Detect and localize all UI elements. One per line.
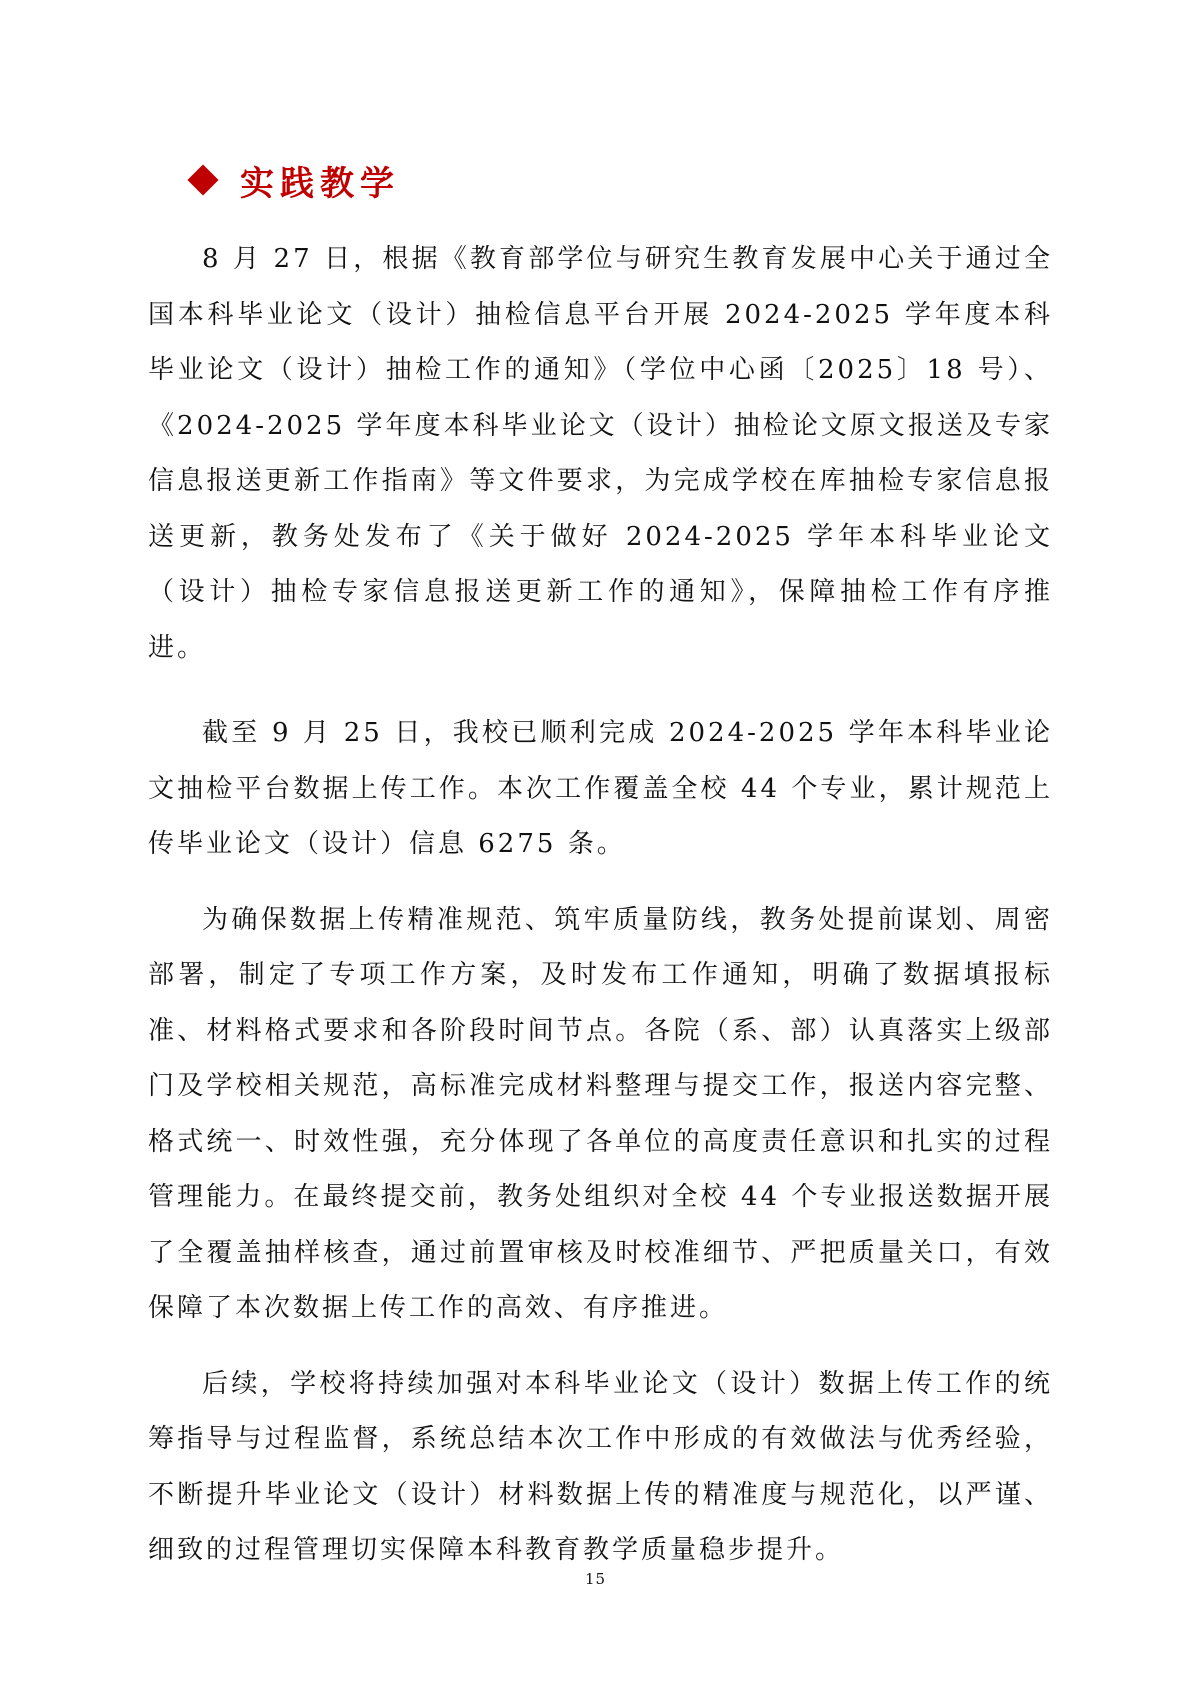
paragraph-follow-up: 后续，学校将持续加强对本科毕业论文（设计）数据上传工作的统筹指导与过程监督，系统总结本次工作中形成的有效做法与优秀经验，不断提升毕业论文（设计）材料数据上传的精准度与规范化，以严谨、细致的过程管理切实保障本科教育教学质量稳步提升。	[148, 1368, 1053, 1565]
section-title: 实践教学	[240, 163, 400, 204]
paragraph-quality-assurance: 为确保数据上传精准规范、筑牢质量防线，教务处提前谋划、周密部署，制定了专项工作方案，及时发布工作通知，明确了数据填报标准、材料格式要求和各阶段时间节点。各院（系、部）认真落实上级部门及学校相关规范，高标准完成材料整理与提交工作，报送内容完整、格式统一、时效性强，充分体现了各单位的高度责任意识和扎实的过程管理能力。在最终提交前，教务处组织对全校 44 个专业报送数据开展了全覆盖抽样核查，通过前置审核及时校准细节、严把质量关口，有效保障了本次数据上传工作的高效、有序推进。	[148, 904, 1053, 1323]
paragraph-upload-completed: 截至 9 月 25 日，我校已顺利完成 2024-2025 学年本科毕业论文抽检平台数据上传工作。本次工作覆盖全校 44 个专业，累计规范上传毕业论文（设计）信息 6275 条。	[148, 718, 1053, 859]
diamond-icon	[187, 164, 218, 195]
section-heading	[188, 154, 400, 206]
page-number: 15	[584, 1570, 607, 1588]
body-text	[148, 232, 1053, 1579]
paragraph-expert-info-notice: 8 月 27 日，根据《教育部学位与研究生教育发展中心关于通过全国本科毕业论文（设计）抽检信息平台开展 2024-2025 学年度本科毕业论文（设计）抽检工作的通知》（学位中心函〔2025〕18 号）、《2024-2025 学年度本科毕业论文（设计）抽检论文原文报送及专家信息报送更新工作指南》等文件要求，为完成学校在库抽检专家信息报送更新，教务处发布了《关于做好 2024-2025 学年本科毕业论文（设计）抽检专家信息报送更新工作的通知》，保障抽检工作有序推进。	[148, 244, 1053, 663]
